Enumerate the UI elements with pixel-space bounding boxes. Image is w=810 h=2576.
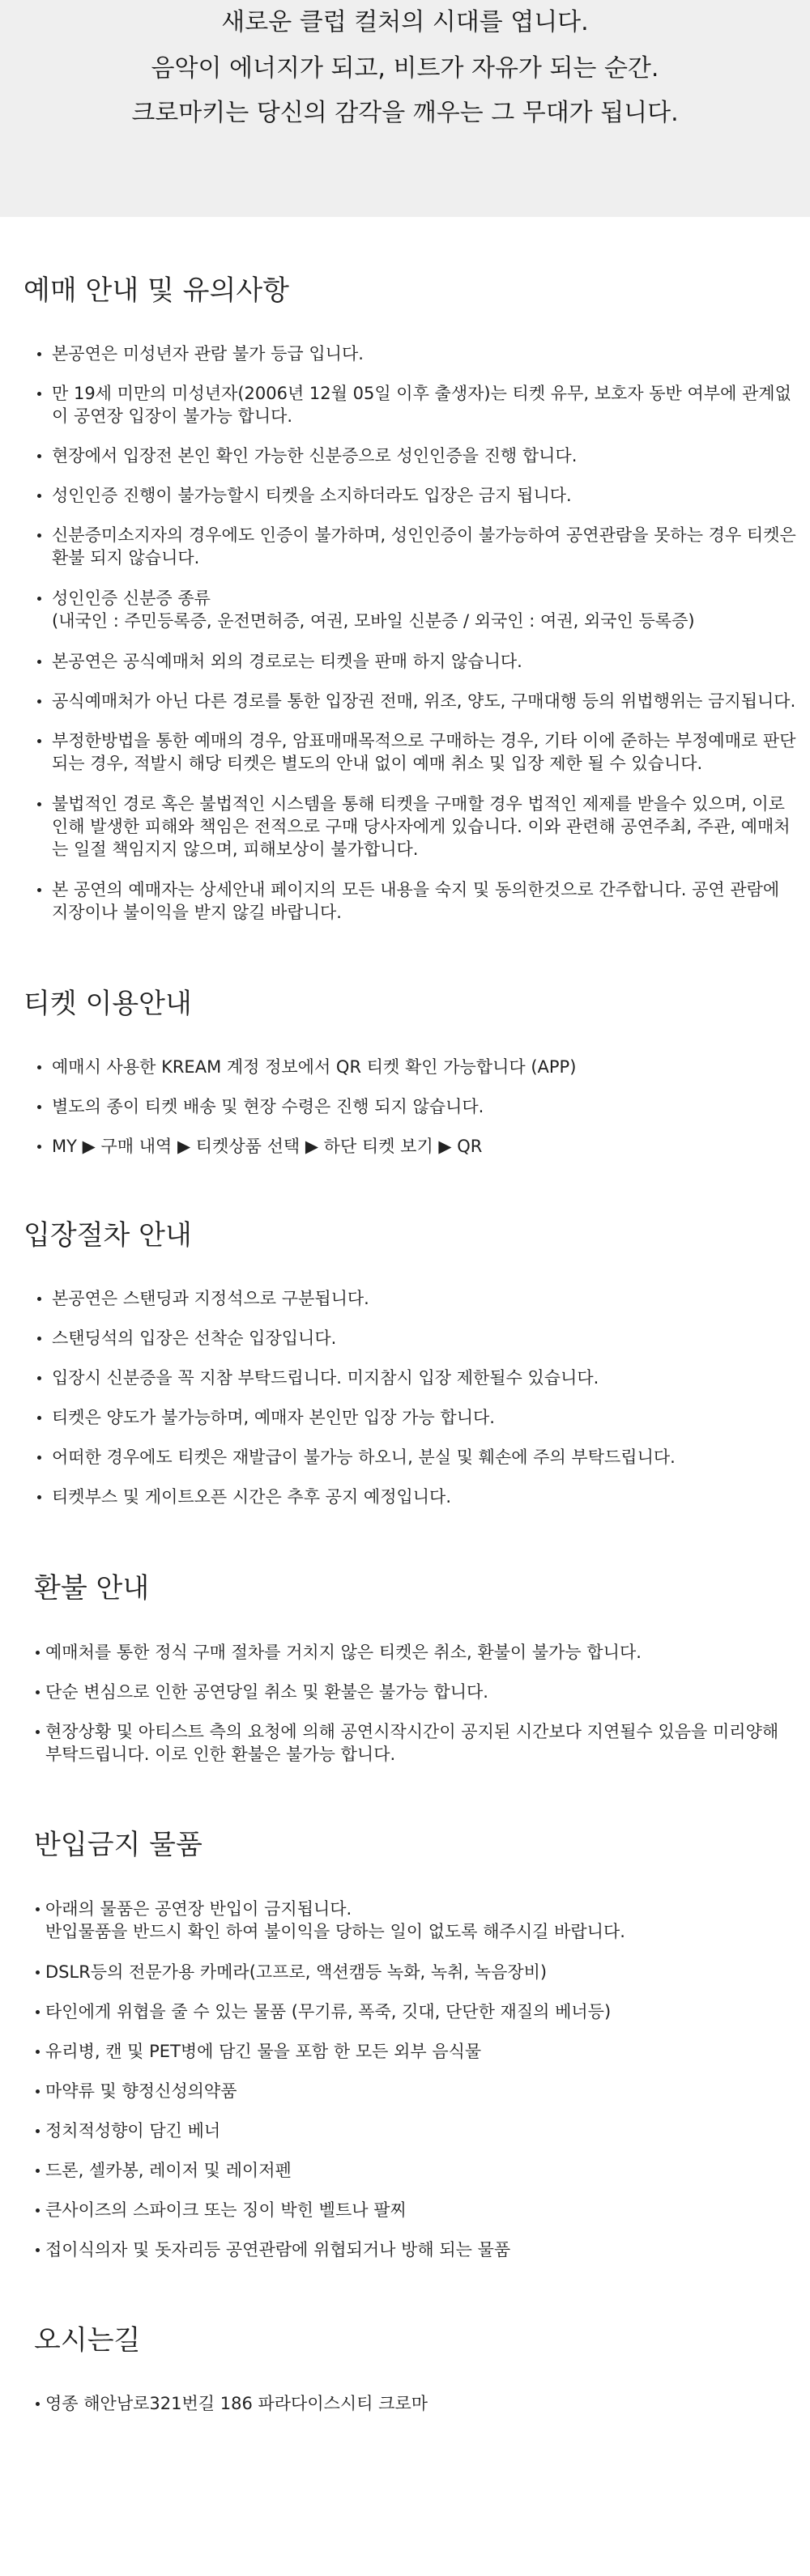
item-text: 만 19세 미만의 미성년자(2006년 12월 05일 이후 출생자)는 티켓 유무, 보호자 동반 여부에 관계없 (52, 384, 791, 403)
prohibited-item (45, 2000, 611, 2023)
reservation-item (52, 690, 795, 712)
item-text: 티켓은 양도가 불가능하며, 예매자 본인만 입장 가능 합니다. (52, 1408, 495, 1427)
location-item (45, 2392, 428, 2415)
hero-line-1: 새로운 클럽 컬처의 시대를 엽니다. (221, 8, 589, 36)
reservation-item (52, 587, 695, 632)
item-text: (내국인 : 주민등록증, 운전면허증, 여권, 모바일 신분증 / 외국인 : 여권, 외국인 등록증) (52, 611, 695, 631)
item-text: 지장이나 불이익을 받지 않길 바랍니다. (52, 903, 342, 922)
entry-title: 입장절차 안내 (23, 1219, 192, 1252)
item-text: 어떠한 경우에도 티켓은 재발급이 불가능 하오니, 분실 및 훼손에 주의 부탁드립니다. (52, 1447, 676, 1467)
refund-item (45, 1681, 488, 1703)
ticket-title: 티켓 이용안내 (23, 988, 192, 1020)
hero-line-2: 음악이 에너지가 되고, 비트가 자유가 되는 순간. (151, 54, 659, 83)
item-text: 단순 변심으로 인한 공연당일 취소 및 환불은 불가능 합니다. (45, 1682, 488, 1702)
prohibited-item (45, 2238, 510, 2261)
hero-banner (0, 0, 810, 217)
prohibited-item (45, 2159, 292, 2182)
ticket-item (52, 1056, 576, 1078)
hero-line-3: 크로마키는 당신의 감각을 깨우는 그 무대가 됩니다. (131, 99, 679, 127)
item-text: DSLR등의 전문가용 카메라(고프로, 액션캠등 녹화, 녹취, 녹음장비) (45, 1962, 548, 1982)
prohibited-item (45, 2119, 220, 2142)
refund-title: 환불 안내 (34, 1572, 150, 1605)
item-text: 부정한방법을 통한 예매의 경우, 암표매매목적으로 구매하는 경우, 기타 이에 준하는 부정예매로 판단 (52, 731, 796, 750)
refund-item (45, 1641, 642, 1664)
item-text: 예매시 사용한 KREAM 계정 정보에서 QR 티켓 확인 가능합니다 (APP) (52, 1057, 577, 1077)
item-text: 타인에게 위협을 줄 수 있는 물품 (무기류, 폭죽, 깃대, 단단한 재질의 베너등) (45, 2002, 612, 2021)
item-text: 되는 경우, 적발시 해당 티켓은 별도의 안내 없이 예매 취소 및 입장 제한 될 수 있습니다. (52, 754, 703, 773)
reservation-item (52, 342, 364, 365)
ticket-item (52, 1095, 484, 1118)
item-text: 신분증미소지자의 경우에도 인증이 불가하며, 성인인증이 불가능하여 공연관람을 못하는 경우 티켓은 (52, 525, 796, 545)
item-text: 공식예매처가 아닌 다른 경로를 통한 입장권 전매, 위조, 양도, 구매대행 등의 위법행위는 금지됩니다. (52, 691, 796, 711)
reservation-item (52, 729, 796, 775)
item-text: 별도의 종이 티켓 배송 및 현장 수령은 진행 되지 않습니다. (52, 1097, 484, 1116)
item-text: 환불 되지 않습니다. (52, 548, 200, 567)
prohibited-item (45, 2080, 237, 2102)
entry-item (52, 1327, 336, 1350)
item-text: 성인인증 진행이 불가능할시 티켓을 소지하더라도 입장은 금지 됩니다. (52, 486, 572, 505)
prohibited-item (45, 2040, 481, 2063)
entry-item (52, 1446, 676, 1469)
item-text: 본공연은 미성년자 관람 불가 등급 입니다. (52, 344, 364, 363)
item-text: 마약류 및 향정신성의약품 (45, 2081, 237, 2101)
item-text: 성인인증 신분증 종류 (52, 589, 211, 608)
item-text: 스탠딩석의 입장은 선착순 입장입니다. (52, 1328, 337, 1348)
reservation-item (52, 524, 796, 569)
item-text: MY ▶ 구매 내역 ▶ 티켓상품 선택 ▶ 하단 티켓 보기 ▶ QR (52, 1137, 483, 1156)
prohibited-item (45, 1961, 547, 1983)
prohibited-item (45, 1898, 625, 1943)
item-text: 티켓부스 및 게이트오픈 시간은 추후 공지 예정입니다. (52, 1487, 452, 1507)
prohibited-title: 반입금지 물품 (34, 1829, 202, 1861)
reservation-title: 예매 안내 및 유의사항 (23, 274, 290, 307)
item-text: 본 공연의 예매자는 상세안내 페이지의 모든 내용을 숙지 및 동의한것으로 간주합니다. 공연 관람에 (52, 880, 780, 899)
address-text: 영종 해안남로321번길 186 파라다이스시티 크로마 (45, 2394, 428, 2413)
item-text: 반입물품을 반드시 확인 하여 불이익을 당하는 일이 없도록 해주시길 바랍니다. (45, 1922, 625, 1941)
item-text: 본공연은 스탠딩과 지정석으로 구분됩니다. (52, 1289, 369, 1308)
entry-item (52, 1406, 495, 1429)
item-text: 입장시 신분증을 꼭 지참 부탁드립니다. 미지참시 입장 제한될수 있습니다. (52, 1368, 599, 1388)
item-text: 유리병, 캔 및 PET병에 담긴 물을 포함 한 모든 외부 음식물 (45, 2042, 482, 2061)
reservation-item (52, 484, 572, 507)
item-text: 예매처를 통한 정식 구매 절차를 거치지 않은 티켓은 취소, 환불이 불가능 합니다. (45, 1643, 642, 1662)
location-title: 오시는길 (34, 2324, 141, 2357)
item-text: 부탁드립니다. 이로 인한 환불은 불가능 합니다. (45, 1745, 396, 1764)
entry-item (52, 1486, 451, 1508)
item-text: 접이식의자 및 돗자리등 공연관람에 위협되거나 방해 되는 물품 (45, 2240, 511, 2259)
reservation-item (52, 382, 791, 427)
item-text: 는 일절 책임지지 않으며, 피해보상이 불가합니다. (52, 840, 419, 859)
item-text: 큰사이즈의 스파이크 또는 징이 박힌 벨트나 팔찌 (45, 2200, 407, 2220)
ticket-item (52, 1135, 482, 1158)
item-text: 현장에서 입장전 본인 확인 가능한 신분증으로 성인인증을 진행 합니다. (52, 446, 578, 465)
reservation-item (52, 650, 522, 673)
reservation-item (52, 793, 791, 861)
item-text: 아래의 물품은 공연장 반입이 금지됩니다. (45, 1899, 352, 1919)
refund-item (45, 1720, 778, 1766)
item-text: 정치적성향이 담긴 베너 (45, 2121, 221, 2140)
entry-item (52, 1287, 369, 1310)
item-text: 이 공연장 입장이 불가능 합니다. (52, 406, 293, 426)
item-text: 불법적인 경로 혹은 불법적인 시스템을 통해 티켓을 구매할 경우 법적인 제제를 받을수 있으며, 이로 (52, 794, 785, 814)
item-text: 드론, 셀카봉, 레이저 및 레이저펜 (45, 2161, 292, 2180)
reservation-item (52, 444, 577, 467)
item-text: 본공연은 공식예매처 외의 경로로는 티켓을 판매 하지 않습니다. (52, 652, 522, 671)
prohibited-item (45, 2199, 407, 2221)
reservation-item (52, 878, 779, 924)
entry-item (52, 1367, 599, 1389)
item-text: 인해 발생한 피해와 책임은 전적으로 구매 당사자에게 있습니다. 이와 관련해 공연주최, 주관, 예매처 (52, 817, 791, 836)
item-text: 현장상황 및 아티스트 측의 요청에 의해 공연시작시간이 공지된 시간보다 지연될수 있음을 미리양해 (45, 1722, 779, 1741)
